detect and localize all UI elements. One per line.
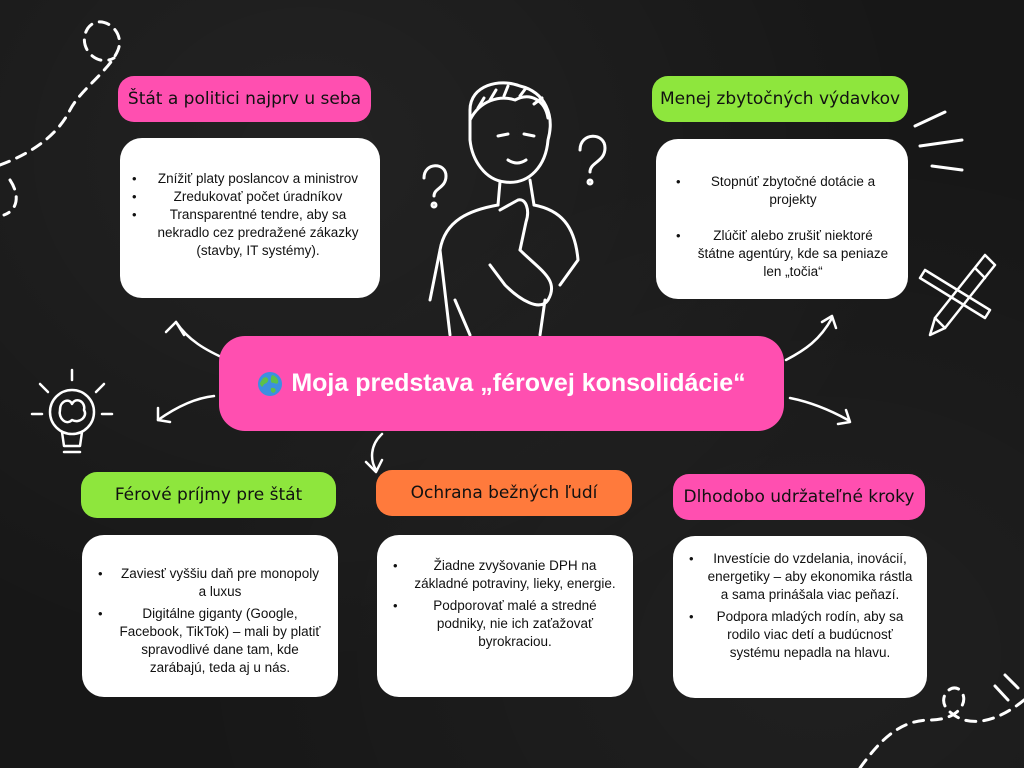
chalk-marks [995, 675, 1018, 700]
list-item: • Podporovať malé a stredné podniky, nie ich zaťažovať byrokraciou. [407, 597, 619, 651]
branch-label-text: Menej zbytočných výdavkov [659, 89, 901, 109]
branch-list [703, 550, 913, 662]
branch-label-income [81, 472, 336, 518]
branch-label-text: Férové príjmy pre štát [114, 485, 303, 505]
list-item: • Zlúčiť alebo zrušiť niektoré štátne agentúry, kde sa peniaze len „točia“ [690, 227, 892, 281]
branch-label-text: Dlhodobo udržateľné kroky [683, 487, 915, 507]
list-item: • Investície do vzdelania, inovácií, energetiky – aby ekonomika rástla a sama prinášala viac peňazí. [703, 550, 913, 604]
list-item: • Digitálne giganty (Google, Facebook, TikTok) – mali by platiť spravodlivé dane tam, kde zarábajú, teda aj u nás. [112, 605, 324, 677]
branch-card-state [120, 138, 380, 298]
branch-label-state [118, 76, 371, 122]
branch-card-income [82, 535, 338, 697]
branch-label-text: Štát a politici najprv u seba [127, 89, 362, 109]
dashed-swirl-line [860, 688, 1024, 768]
branch-list [690, 173, 892, 281]
branch-card-sustainable [673, 536, 927, 698]
lightbulb-brain-icon [32, 370, 112, 452]
branch-label-expenses [652, 76, 908, 122]
list-item: • Znížiť platy poslancov a ministrov [146, 170, 366, 188]
list-item: • Stopnúť zbytočné dotácie a projekty [690, 173, 892, 209]
branch-card-expenses [656, 139, 908, 299]
branch-list [112, 565, 324, 677]
chalk-marks [915, 112, 962, 170]
dashed-swirl-line [0, 22, 120, 215]
branch-card-people [377, 535, 633, 697]
list-item: • Zaviesť vyššiu daň pre monopoly a luxus [112, 565, 324, 601]
thinking-person-illustration [430, 83, 578, 335]
branch-label-people [376, 470, 632, 516]
pencil-icon [920, 255, 995, 335]
list-item: • Transparentné tendre, aby sa nekradlo cez predražené zákazky (stavby, IT systémy). [146, 206, 366, 260]
question-mark-icon [424, 136, 605, 207]
branch-label-sustainable [673, 474, 925, 520]
globe-icon [257, 371, 283, 397]
central-topic [219, 336, 784, 431]
list-item: • Zredukovať počet úradníkov [146, 188, 366, 206]
branch-list [146, 170, 366, 260]
list-item: • Podpora mladých rodín, aby sa rodilo viac detí a budúcnosť systému nepadla na hlavu. [703, 608, 913, 662]
list-item: • Žiadne zvyšovanie DPH na základné potraviny, lieky, energie. [407, 557, 619, 593]
branch-list [407, 557, 619, 651]
central-topic-title: Moja predstava „férovej konsolidácie“ [291, 369, 746, 397]
branch-label-text: Ochrana bežných ľudí [410, 483, 598, 503]
